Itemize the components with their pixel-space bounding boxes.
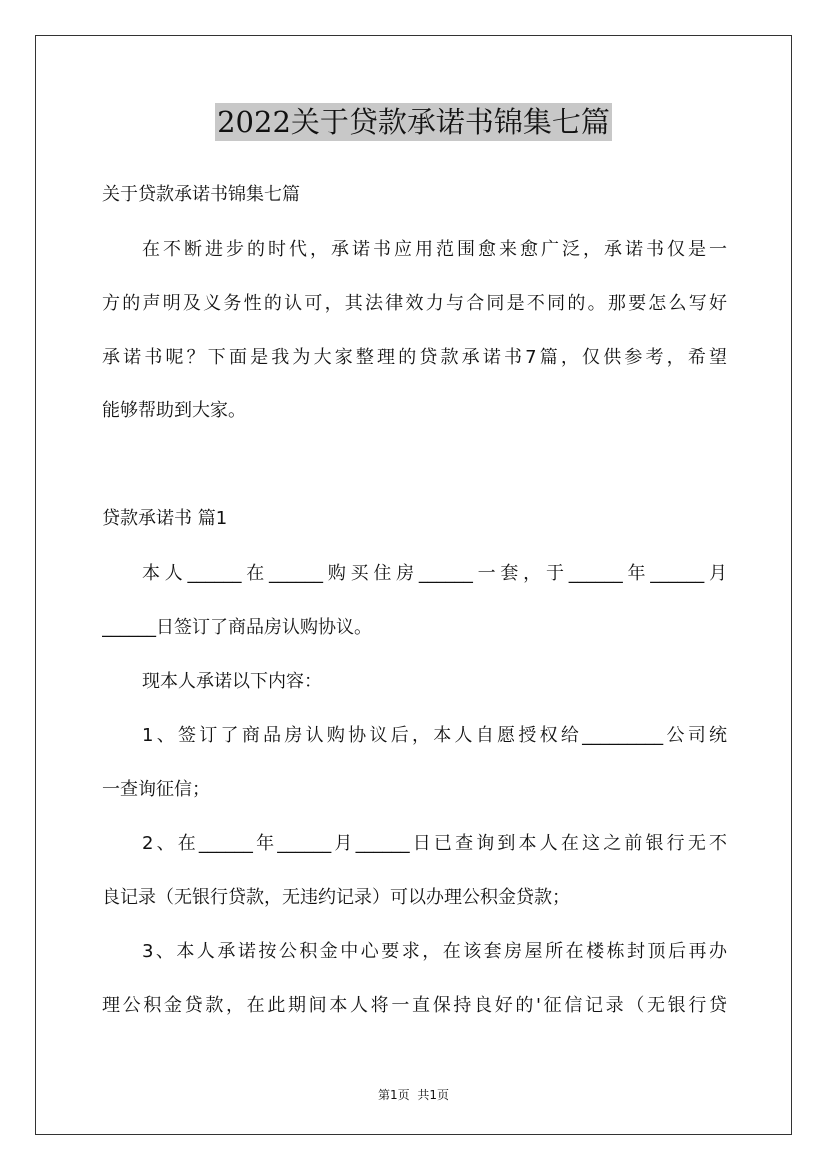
page-footer bbox=[0, 1086, 827, 1103]
paragraph-line: 理公积金贷款，在此期间本人将一直保持良好的'征信记录（无银行贷 bbox=[102, 995, 727, 1016]
paragraph-line: 良记录（无银行贷款，无违约记录）可以办理公积金贷款； bbox=[102, 887, 570, 908]
page-number: 第1页 bbox=[377, 1088, 410, 1102]
title-wrap bbox=[0, 103, 827, 141]
paragraph-line: 承诺书呢？下面是我为大家整理的贷款承诺书7篇，仅供参考，希望 bbox=[102, 347, 727, 368]
page-total: 共1页 bbox=[417, 1088, 450, 1102]
subtitle-line: 关于贷款承诺书锦集七篇 bbox=[102, 184, 300, 205]
paragraph-line: 现本人承诺以下内容： bbox=[142, 671, 322, 692]
paragraph-line: 3、本人承诺按公积金中心要求，在该套房屋所在楼栋封顶后再办 bbox=[142, 941, 727, 962]
paragraph-line: 在不断进步的时代，承诺书应用范围愈来愈广泛，承诺书仅是一 bbox=[142, 239, 727, 260]
paragraph-line: ______日签订了商品房认购协议。 bbox=[102, 617, 372, 638]
section-heading: 贷款承诺书 篇1 bbox=[102, 508, 228, 529]
paragraph-line: 方的声明及义务性的认可，其法律效力与合同是不同的。那要怎么写好 bbox=[102, 293, 727, 314]
document-title: 2022关于贷款承诺书锦集七篇 bbox=[217, 105, 610, 139]
paragraph-line: 本人______在______购买住房______一套，于______年______月 bbox=[142, 563, 727, 584]
paragraph-line: 1、签订了商品房认购协议后，本人自愿授权给_________公司统 bbox=[142, 725, 727, 746]
paragraph-line: 一查询征信； bbox=[102, 779, 210, 800]
paragraph-line: 能够帮助到大家。 bbox=[102, 400, 246, 421]
paragraph-line: 2、在______年______月______日已查询到本人在这之前银行无不 bbox=[142, 833, 727, 854]
